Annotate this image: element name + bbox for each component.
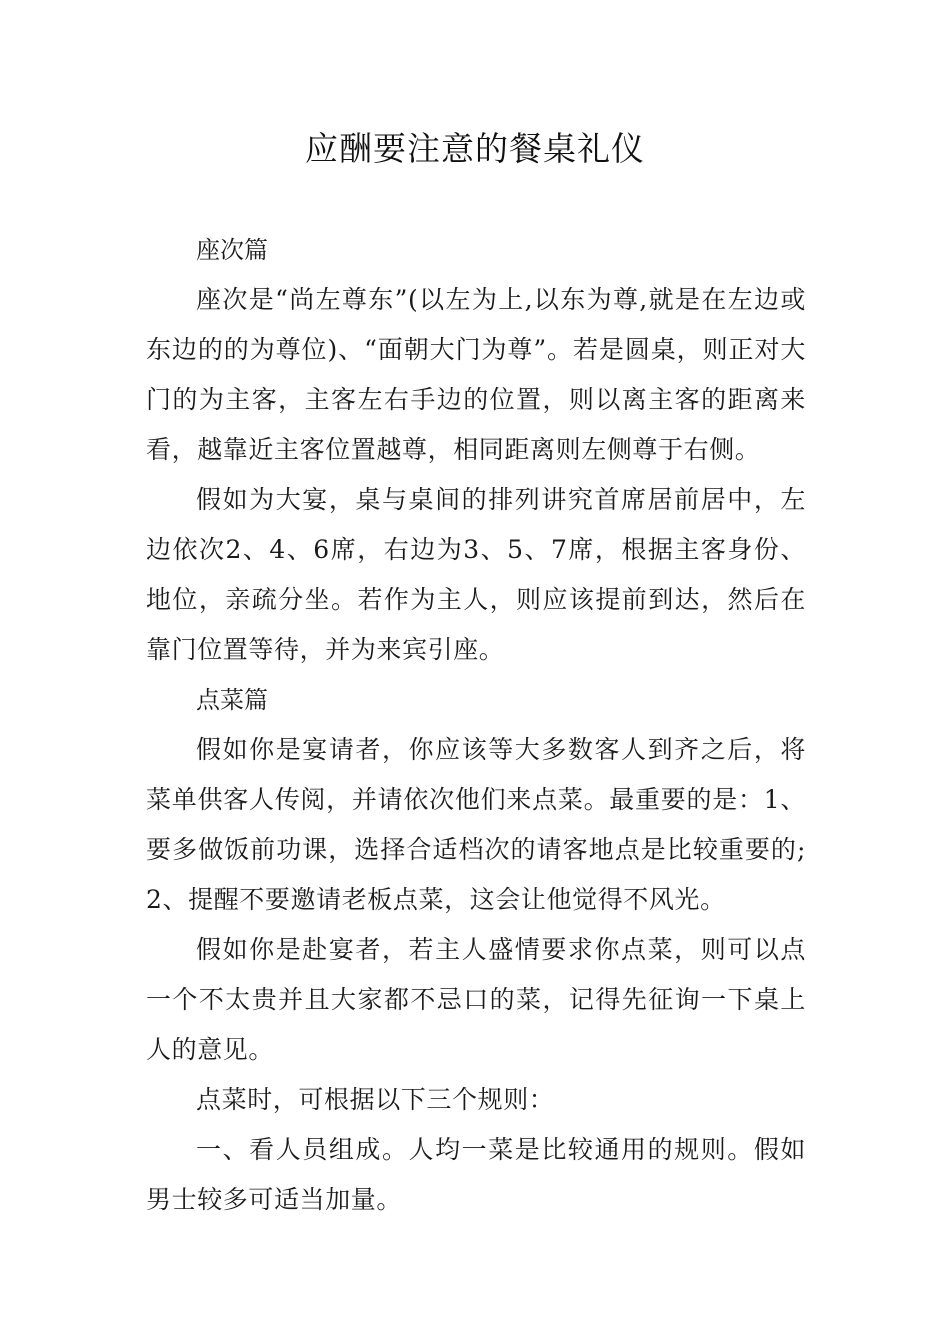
document-body bbox=[146, 225, 806, 1225]
document-title: 应酬要注意的餐桌礼仪 bbox=[305, 129, 645, 168]
paragraph: 一、看人员组成。人均一菜是比较通用的规则。假如男士较多可适当加量。 bbox=[146, 1135, 806, 1214]
paragraph: 座次是“尚左尊东”(以左为上,以东为尊,就是在左边或东边的的为尊位)、“面朝大门为尊”。若是圆桌，则正对大门的为主客，主客左右手边的位置，则以离主客的距离来看，越靠近主客位置越尊，相同距离则左侧尊于右侧。 bbox=[146, 285, 806, 464]
paragraph: 假如你是赴宴者，若主人盛情要求你点菜，则可以点一个不太贵并且大家都不忌口的菜，记得先征询一下桌上人的意见。 bbox=[146, 935, 806, 1064]
paragraph: 假如你是宴请者，你应该等大多数客人到齐之后，将菜单供客人传阅，并请依次他们来点菜。最重要的是：1、要多做饭前功课，选择合适档次的请客地点是比较重要的;2、提醒不要邀请老板点菜，这会让他觉得不风光。 bbox=[146, 735, 806, 914]
paragraph: 假如为大宴，桌与桌间的排列讲究首席居前居中，左边依次2、4、6席，右边为3、5、7席，根据主客身份、地位，亲疏分坐。若作为主人，则应该提前到达，然后在靠门位置等待，并为来宾引座。 bbox=[146, 485, 806, 664]
section-heading-ordering: 点菜篇 bbox=[196, 686, 268, 714]
section-heading-seating: 座次篇 bbox=[196, 236, 268, 264]
paragraph: 点菜时，可根据以下三个规则： bbox=[196, 1085, 555, 1114]
